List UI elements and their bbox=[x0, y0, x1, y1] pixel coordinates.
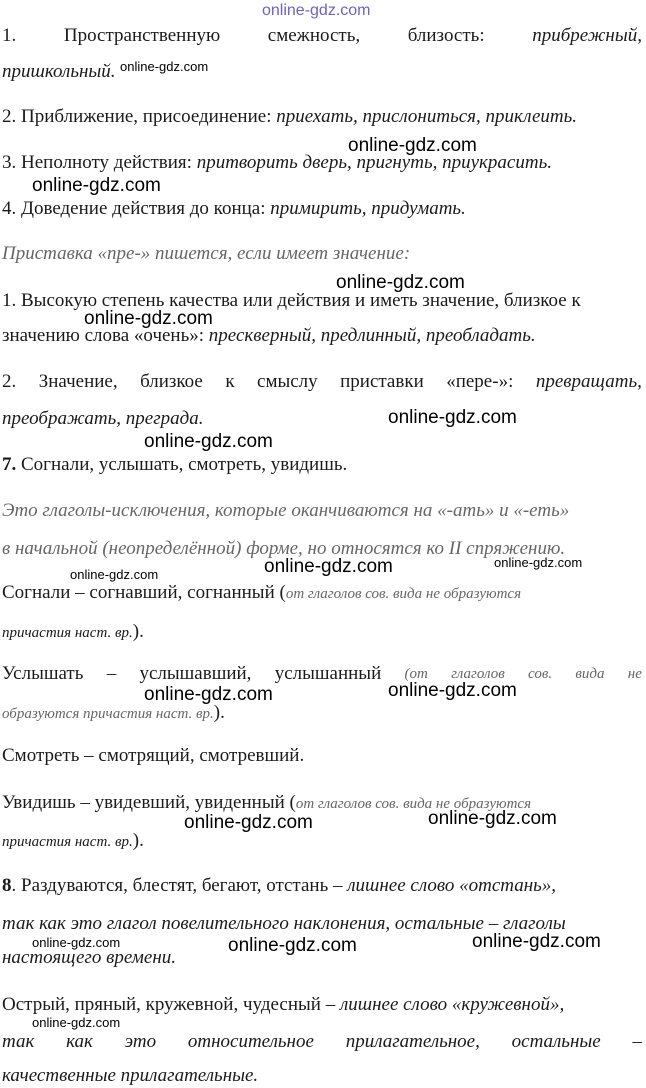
task-8-adj-line-2 bbox=[2, 1030, 642, 1054]
answer-text: ). bbox=[132, 621, 144, 642]
meaning-text: значению слова «очень»: bbox=[2, 325, 209, 346]
word: смежность, bbox=[267, 25, 361, 46]
example: примирить, придумать. bbox=[270, 198, 466, 219]
example: лишнее слово «кружевной», bbox=[339, 994, 565, 1015]
task-7-row-2-cont bbox=[2, 701, 642, 726]
pre-meaning-2-cont bbox=[2, 407, 642, 431]
answer-text: ). bbox=[132, 830, 144, 851]
watermark: online-gdz.com bbox=[264, 556, 393, 577]
task-words: Острый, пряный, кружевной, чудесный – bbox=[2, 994, 340, 1015]
pri-meaning-3 bbox=[2, 151, 642, 175]
word: относительное bbox=[187, 1031, 314, 1052]
task-words: . Раздуваются, блестят, бегают, отстань – bbox=[11, 875, 348, 896]
example: пришкольный. bbox=[2, 61, 116, 82]
task-number: 7. bbox=[2, 454, 17, 475]
task-7-row-2 bbox=[2, 662, 642, 686]
task-7-row-3: Смотреть – смотрящий, смотревший. bbox=[2, 745, 305, 766]
pre-meaning-1-cont bbox=[2, 324, 642, 348]
task-number: 8 bbox=[2, 875, 12, 896]
meaning-text: 4. Доведение действия до конца: bbox=[2, 198, 271, 219]
word: прилагательное, bbox=[345, 1031, 480, 1052]
example: превращать, bbox=[535, 371, 642, 392]
pre-meaning-1: 1. Высокую степень качества или действия и иметь значение, близкое к bbox=[2, 290, 581, 311]
word: остальные bbox=[511, 1031, 601, 1052]
watermark: online-gdz.com bbox=[472, 931, 601, 952]
answer-text: ). bbox=[213, 702, 225, 723]
watermark: online-gdz.com bbox=[32, 935, 121, 950]
watermark: online-gdz.com bbox=[84, 308, 213, 329]
answer-text: Согнали – согнавший, согнанный ( bbox=[2, 582, 286, 603]
answer-text: Увидишь – увидевший, увиденный ( bbox=[2, 792, 296, 813]
word: как bbox=[66, 1031, 93, 1052]
word: услышавший, bbox=[139, 663, 252, 684]
watermark: online-gdz.com bbox=[494, 555, 583, 570]
watermark: online-gdz.com bbox=[336, 272, 465, 293]
word: приставки bbox=[340, 371, 424, 392]
watermark: online-gdz.com bbox=[388, 680, 517, 701]
word: сов. bbox=[528, 666, 553, 682]
pri-meaning-2 bbox=[2, 105, 642, 129]
watermark: online-gdz.com bbox=[388, 407, 517, 428]
example: прибрежный, bbox=[532, 25, 642, 46]
task-8-line-1 bbox=[2, 874, 642, 898]
word: вида bbox=[575, 666, 605, 682]
task-7-note-l2: в начальной (неопределённой) форме, но относятся ко II спряжению. bbox=[2, 538, 566, 559]
word: это bbox=[124, 1031, 157, 1052]
example: притворить дверь, пригнуть, приукрасить. bbox=[196, 152, 552, 173]
task-7-row-4-cont bbox=[2, 829, 642, 854]
task-7-line bbox=[2, 453, 642, 477]
task-7-row-1 bbox=[2, 581, 642, 606]
word: смыслу bbox=[257, 371, 318, 392]
task-8-adj-line-1 bbox=[2, 993, 642, 1017]
task-7-note-l1: Это глаголы-исключения, которые оканчиваются на «-ать» и «-еть» bbox=[2, 500, 570, 521]
example: приехать, прислониться, приклеить. bbox=[276, 106, 578, 127]
task-words: Согнали, услышать, смотреть, увидишь. bbox=[16, 454, 348, 475]
watermark: online-gdz.com bbox=[120, 59, 209, 74]
word: не bbox=[627, 666, 642, 682]
word: услышанный bbox=[274, 663, 382, 684]
word: близкое bbox=[140, 371, 203, 392]
word: близость: bbox=[407, 25, 485, 46]
watermark: online-gdz.com bbox=[32, 1015, 121, 1030]
watermark: online-gdz.com bbox=[228, 935, 357, 956]
task-8-adj-line-3: качественные прилагательные. bbox=[2, 1065, 259, 1086]
answer-note: от глаголов сов. вида не образуются bbox=[285, 586, 522, 602]
example: прескверный, предлинный, преобладать. bbox=[208, 325, 536, 346]
example: лишнее слово «отстань», bbox=[347, 875, 557, 896]
task-8-line-3: настоящего времени. bbox=[2, 947, 177, 968]
word: (от bbox=[404, 666, 428, 682]
word: Пространственную bbox=[63, 25, 221, 46]
answer-note: от глаголов сов. вида не образуются bbox=[295, 796, 532, 812]
meaning-text: 2. Приближение, присоединение: bbox=[2, 106, 277, 127]
word: глаголов bbox=[451, 666, 505, 682]
watermark: online-gdz.com bbox=[348, 135, 477, 156]
pre-rule-heading: Приставка «пре-» пишется, если имеет значение: bbox=[2, 243, 411, 264]
word: к bbox=[225, 371, 235, 392]
meaning-text: 3. Неполноту действия: bbox=[2, 152, 197, 173]
word: – bbox=[106, 663, 117, 684]
answer-note: причастия наст. вр. bbox=[2, 625, 133, 641]
task-7-row-1-cont bbox=[2, 620, 642, 645]
task-8-line-2: так как это глагол повелительного наклонения, остальные – глаголы bbox=[2, 913, 566, 934]
watermark: online-gdz.com bbox=[70, 567, 159, 582]
example: преображать, преграда. bbox=[2, 408, 204, 429]
pre-meaning-2 bbox=[2, 370, 642, 394]
watermark: online-gdz.com bbox=[184, 812, 313, 833]
pri-meaning-1 bbox=[2, 24, 642, 48]
watermark: online-gdz.com bbox=[144, 431, 273, 452]
word: Значение, bbox=[38, 371, 118, 392]
word: – bbox=[632, 1031, 642, 1052]
watermark: online-gdz.com bbox=[428, 808, 557, 829]
word: Услышать bbox=[2, 663, 84, 684]
word: так bbox=[2, 1031, 35, 1052]
word: 1. bbox=[2, 25, 17, 46]
word: 2. bbox=[2, 371, 17, 392]
watermark: online-gdz.com bbox=[32, 175, 161, 196]
word: «пере-»: bbox=[446, 371, 514, 392]
pri-meaning-1-cont bbox=[2, 60, 642, 84]
watermark: online-gdz.com bbox=[144, 684, 273, 705]
pri-meaning-4 bbox=[2, 197, 642, 221]
answer-note: причастия наст. вр. bbox=[2, 834, 133, 850]
site-header-watermark: online-gdz.com bbox=[262, 2, 371, 19]
answer-note: образуются причастия наст. вр. bbox=[2, 706, 214, 722]
